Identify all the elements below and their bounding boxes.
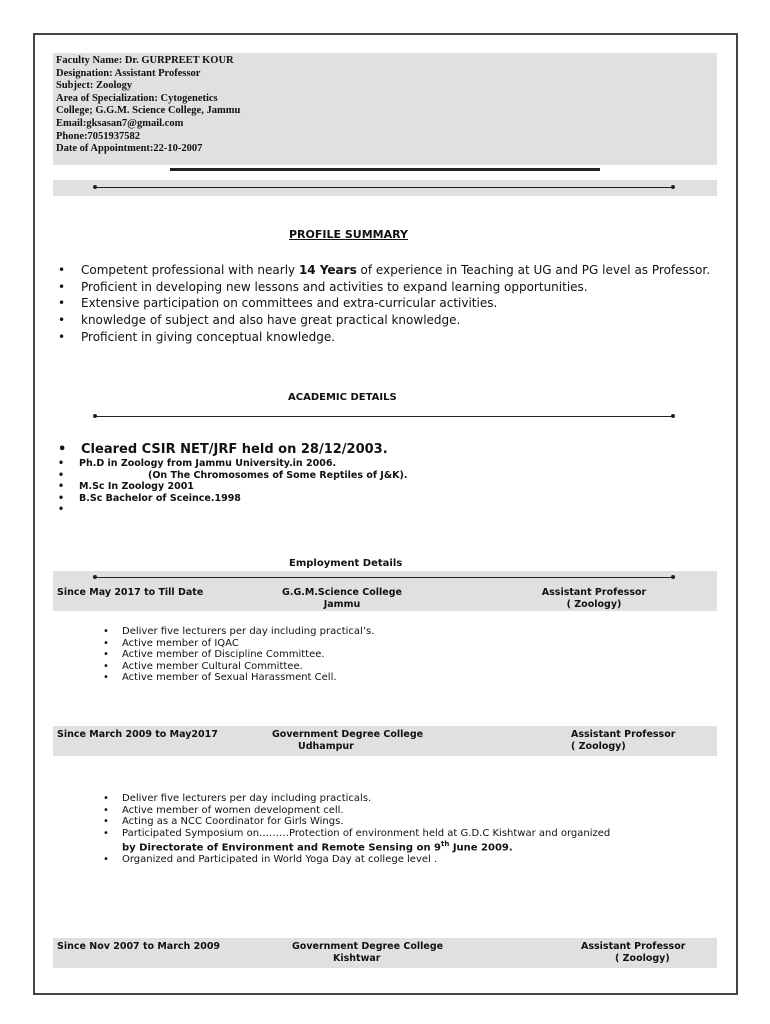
job2-duties: [100, 793, 720, 866]
list-item: • Ph.D in Zoology from Jammu University.in 2006.: [55, 458, 715, 470]
academic-dot-right: [671, 414, 675, 418]
list-item: • B.Sc Bachelor of Sceince.1998: [55, 493, 715, 505]
faculty-name: Faculty Name: Dr. GURPREET KOUR: [56, 55, 234, 66]
list-item-note: • (On The Chromosomes of Some Reptiles of J&K).: [55, 470, 715, 482]
list-item: • Active member of Discipline Committee.: [100, 649, 700, 661]
divider-dot-left: [93, 185, 97, 189]
list-item: • Deliver five lecturers per day including practical’s.: [100, 626, 700, 638]
job2-college: Government Degree College Udhampur: [272, 729, 424, 752]
header-thick-rule: [170, 168, 600, 171]
job1-college: G.G.M.Science College Jammu: [282, 587, 402, 610]
phone: Phone:7051937582: [56, 130, 140, 142]
email: Email:gksasan7@gmail.com: [56, 117, 184, 129]
list-item: • Active member of IQAC: [100, 638, 700, 650]
job3-role: Assistant Professor ( Zoology): [581, 941, 686, 964]
list-item: • Participated Symposium on………Protection of environment held at G.D.C Kishtwar and organized by Directorate of Environment and Remote Sensing on 9th June 2009.: [100, 828, 720, 855]
academic-list: [55, 441, 715, 518]
list-item: • Active member of Sexual Harassment Cell.: [100, 672, 700, 684]
job3-period: Since Nov 2007 to March 2009: [57, 941, 221, 952]
list-item: • Deliver five lecturers per day including practicals.: [100, 793, 720, 805]
list-item: • Proficient in giving conceptual knowledge.: [55, 329, 720, 346]
college: College; G.G.M. Science College, Jammu: [56, 105, 241, 117]
appointment-date: Date of Appointment:22-10-2007: [56, 143, 203, 155]
list-item: • knowledge of subject and also have great practical knowledge.: [55, 312, 720, 329]
list-item: • M.Sc In Zoology 2001: [55, 481, 715, 493]
job1-duties: [100, 626, 700, 684]
job1-dot-right: [671, 575, 675, 579]
list-item: • Organized and Participated in World Yoga Day at college level .: [100, 854, 720, 866]
list-item: • Active member Cultural Committee.: [100, 661, 700, 673]
list-item: • Active member of women development cell.: [100, 805, 720, 817]
job1-divider: [95, 577, 673, 578]
specialization: Area of Specialization: Cytogenetics: [56, 92, 218, 104]
list-item: • Competent professional with nearly 14 Years of experience in Teaching at UG and PG level as Professor.: [55, 262, 720, 279]
profile-summary-list: [55, 262, 720, 346]
list-item: • Cleared CSIR NET/JRF held on 28/12/2003.: [55, 441, 715, 458]
job2-role: Assistant Professor ( Zoology): [571, 729, 676, 752]
employment-heading: Employment Details: [289, 558, 403, 569]
list-item: • Proficient in developing new lessons and activities to expand learning opportunities.: [55, 279, 720, 296]
list-item: • Acting as a NCC Coordinator for Girls Wings.: [100, 816, 720, 828]
list-item: • Extensive participation on committees and extra-curricular activities.: [55, 295, 720, 312]
divider-band: [53, 180, 717, 196]
list-item-empty: [55, 504, 715, 518]
job2-period: Since March 2009 to May2017: [57, 729, 218, 740]
academic-divider: [95, 416, 673, 417]
job1-role: Assistant Professor ( Zoology): [541, 587, 647, 610]
header-info: [56, 55, 240, 156]
academic-dot-left: [93, 414, 97, 418]
job3-college: Government Degree College Kishtwar: [292, 941, 444, 964]
academic-heading: ACADEMIC DETAILS: [288, 392, 397, 403]
divider-line: [95, 187, 673, 188]
job1-period: Since May 2017 to Till Date: [57, 587, 204, 598]
profile-summary-heading: PROFILE SUMMARY: [289, 228, 408, 241]
job1-dot-left: [93, 575, 97, 579]
designation: Designation: Assistant Professor: [56, 67, 201, 79]
divider-dot-right: [671, 185, 675, 189]
subject: Subject: Zoology: [56, 80, 133, 92]
